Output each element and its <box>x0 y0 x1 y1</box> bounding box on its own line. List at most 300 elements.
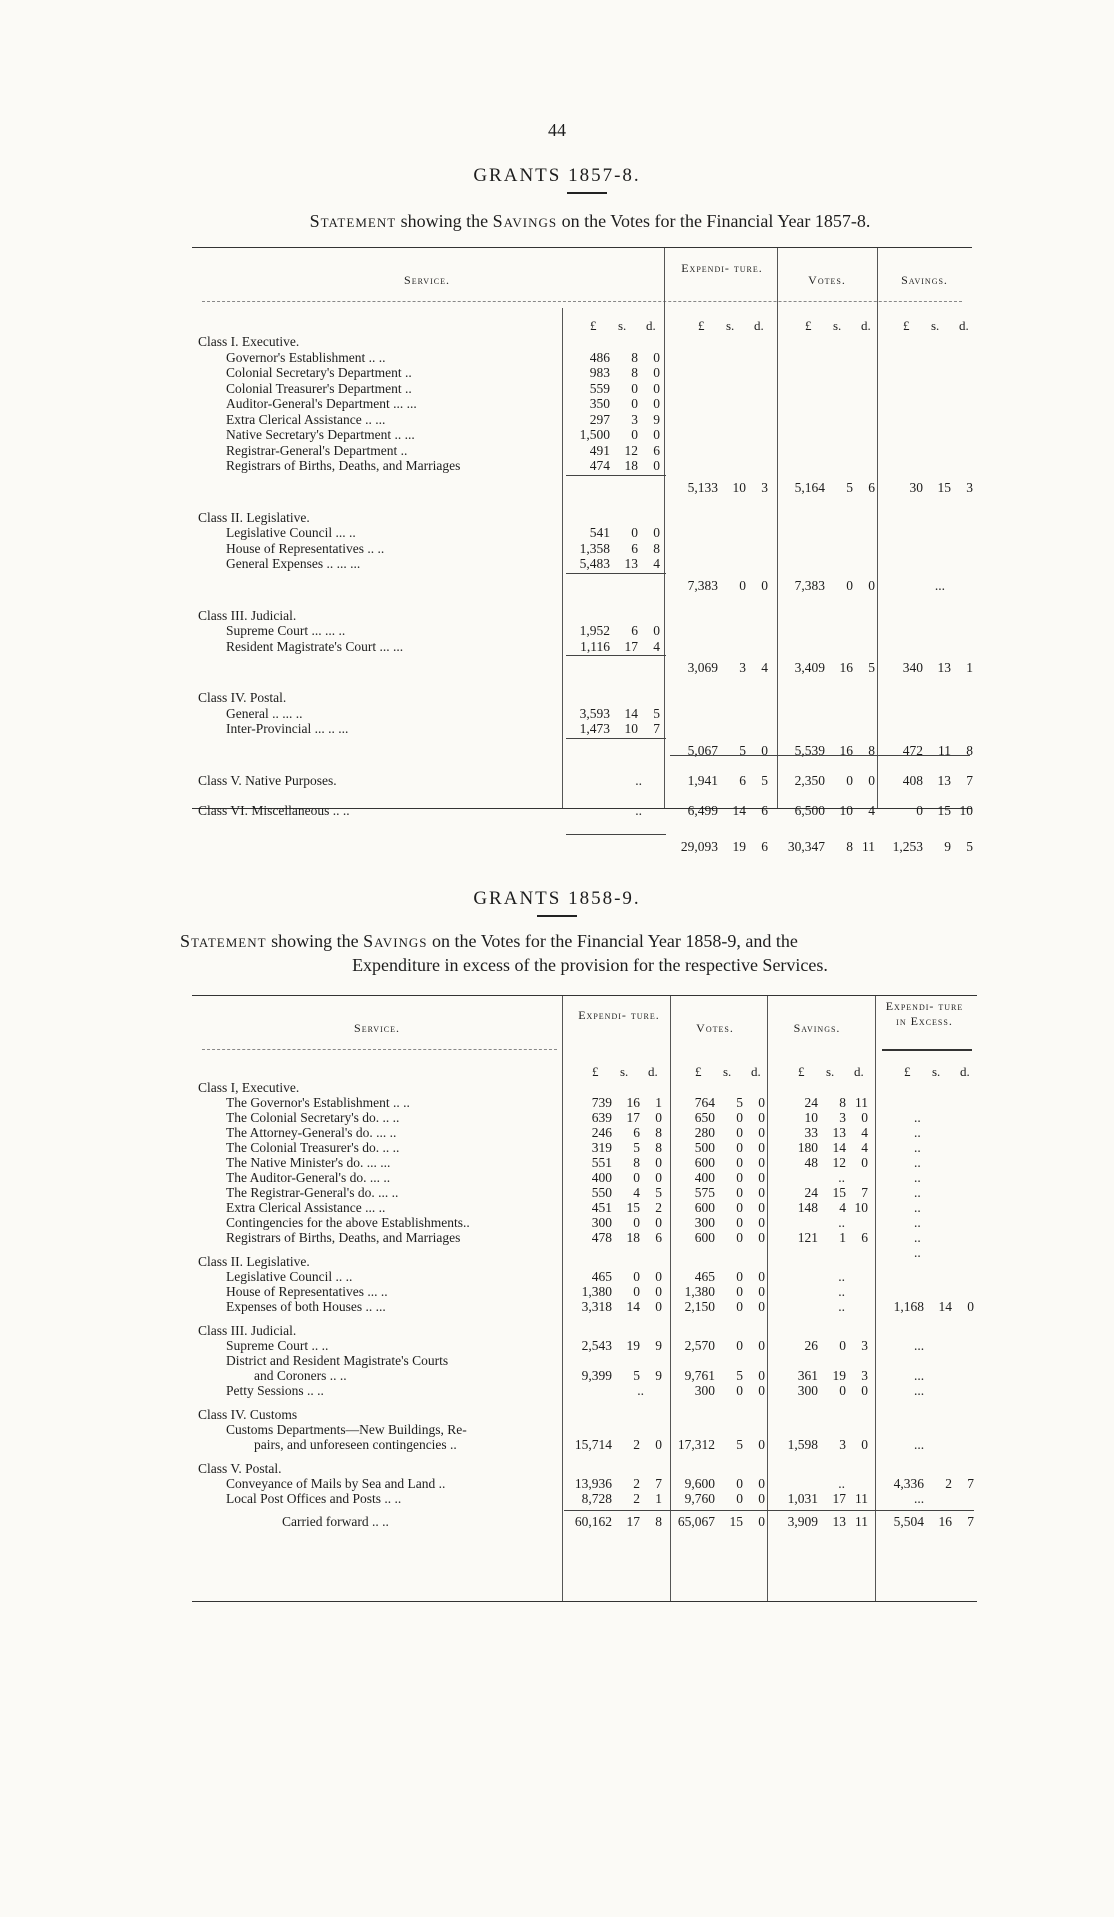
votes-pounds: 575 <box>694 1185 715 1200</box>
savings-pounds: 24 <box>804 1095 818 1110</box>
votes-pence: 11 <box>862 838 875 854</box>
grand-total-rule <box>670 755 970 756</box>
votes-pounds: 2,350 <box>794 772 825 788</box>
votes-pounds: 30,347 <box>787 838 825 854</box>
title-rule <box>537 915 577 917</box>
votes-pence: 0 <box>758 1200 765 1215</box>
savings-pence: 1 <box>966 660 973 675</box>
sub-amount-shillings: 18 <box>624 458 638 473</box>
service-item-label: Supreme Court ... ... .. <box>226 623 346 638</box>
expenditure-pence: 0 <box>655 1155 662 1170</box>
subtitle-savings: Savings <box>363 931 428 951</box>
sub-amount-shillings: 17 <box>624 638 638 654</box>
expenditure-shillings: 0 <box>633 1284 640 1299</box>
expenditure-pence: 0 <box>655 1284 662 1299</box>
expenditure-pence: 9 <box>655 1338 662 1353</box>
unit-pound: £ <box>695 1064 702 1079</box>
savings-placeholder: .. <box>838 1476 845 1491</box>
expenditure-shillings: 17 <box>626 1514 640 1529</box>
expenditure-shillings: 5 <box>633 1140 640 1155</box>
expenditure-pence: 3 <box>761 479 768 495</box>
expenditure-pence: 8 <box>655 1514 662 1529</box>
savings-pounds: 121 <box>797 1230 818 1245</box>
votes-pence: 0 <box>758 1437 765 1452</box>
votes-pounds: 280 <box>694 1125 715 1140</box>
header-savings: Savings. <box>901 273 948 287</box>
expenditure-shillings: 19 <box>626 1338 640 1353</box>
votes-pence: 6 <box>868 479 875 495</box>
votes-pence: 0 <box>758 1284 765 1299</box>
expenditure-pounds: 60,162 <box>574 1514 612 1529</box>
votes-pence: 5 <box>868 660 875 675</box>
expenditure-shillings: 8 <box>633 1155 640 1170</box>
expenditure-pence: 6 <box>761 838 768 854</box>
header-dashed-rule <box>202 1049 557 1050</box>
expenditure-pounds: 465 <box>591 1269 612 1284</box>
votes-shillings: 0 <box>736 1338 743 1353</box>
votes-pounds: 17,312 <box>677 1437 715 1452</box>
excess-pence: 7 <box>967 1514 974 1529</box>
expenditure-pence: 0 <box>655 1269 662 1284</box>
savings-pounds: 24 <box>804 1185 818 1200</box>
savings-pence: 10 <box>959 802 973 818</box>
savings-shillings: 1 <box>839 1230 846 1245</box>
grants-1857-title: GRANTS 1857-8. <box>473 165 641 186</box>
sub-amount-pounds: 474 <box>589 458 610 473</box>
savings-pounds: 0 <box>916 802 923 818</box>
excess-placeholder: .. <box>914 1185 921 1200</box>
votes-shillings: 0 <box>736 1200 743 1215</box>
sub-amount-shillings: 8 <box>631 365 638 380</box>
votes-pence: 0 <box>758 1299 765 1314</box>
votes-pounds: 9,761 <box>684 1368 715 1383</box>
service-item-label: Conveyance of Mails by Sea and Land .. <box>226 1476 446 1491</box>
votes-pounds: 5,539 <box>794 742 825 758</box>
service-item-label: Registrar-General's Department .. <box>226 442 408 458</box>
expenditure-pounds: 9,399 <box>581 1368 612 1383</box>
excess-pounds: 4,336 <box>893 1476 924 1491</box>
service-item-label: Extra Clerical Assistance .. ... <box>226 411 386 427</box>
expenditure-pence: 2 <box>655 1200 662 1215</box>
excess-placeholder: ... <box>914 1437 925 1452</box>
votes-shillings: 5 <box>736 1095 743 1110</box>
votes-pounds: 465 <box>694 1269 715 1284</box>
unit-shilling: s. <box>723 1064 732 1079</box>
votes-pence: 0 <box>758 1269 765 1284</box>
votes-shillings: 0 <box>736 1185 743 1200</box>
savings-pounds: 300 <box>797 1383 818 1398</box>
savings-shillings: 13 <box>832 1514 846 1529</box>
savings-pence: 10 <box>854 1200 868 1215</box>
votes-pounds: 300 <box>694 1383 715 1398</box>
unit-pound: £ <box>805 318 812 333</box>
sub-amount-pence: 8 <box>653 540 660 556</box>
savings-pounds: 30 <box>909 479 923 495</box>
votes-shillings: 8 <box>846 838 853 854</box>
excess-placeholder: .. <box>914 1230 921 1245</box>
sub-amount-shillings: 8 <box>631 349 638 365</box>
subtotal-rule <box>566 834 666 835</box>
excess-placeholder: ... <box>914 1368 925 1383</box>
expenditure-pence: 1 <box>655 1491 662 1506</box>
service-item-label: Legislative Council .. .. <box>226 1269 353 1284</box>
unit-pound: £ <box>698 318 705 333</box>
page-number: 44 <box>548 120 566 140</box>
savings-pence: 5 <box>966 838 973 854</box>
sub-amount-shillings: 6 <box>631 540 638 556</box>
expenditure-pounds: 15,714 <box>574 1437 612 1452</box>
votes-pounds: 5,164 <box>794 479 825 495</box>
votes-pounds: 7,383 <box>794 577 825 593</box>
class-heading: Class IV. Postal. <box>198 690 287 705</box>
votes-shillings: 0 <box>736 1125 743 1140</box>
service-item-label: House of Representatives .. .. <box>226 540 385 556</box>
excess-pounds: 1,168 <box>893 1299 924 1314</box>
savings-pence: 11 <box>855 1095 868 1110</box>
sub-amount-shillings: 12 <box>624 442 638 458</box>
votes-shillings: 0 <box>736 1299 743 1314</box>
header-service: Service. <box>404 273 450 287</box>
sub-amount-pounds: 3,593 <box>579 705 610 721</box>
sub-amount-pounds: 350 <box>589 396 610 411</box>
sub-amount-pence: 0 <box>653 458 660 473</box>
sub-amount-pence: 0 <box>653 396 660 411</box>
savings-pounds: 340 <box>902 660 923 675</box>
service-item-label: The Registrar-General's do. ... .. <box>226 1185 399 1200</box>
unit-pence: d. <box>861 318 871 333</box>
votes-shillings: 5 <box>736 1368 743 1383</box>
votes-pounds: 9,760 <box>684 1491 715 1506</box>
sub-amount-pence: 7 <box>653 721 660 736</box>
savings-shillings: 12 <box>832 1155 846 1170</box>
votes-pence: 0 <box>758 1230 765 1245</box>
service-item-label: Colonial Treasurer's Department .. <box>226 380 412 396</box>
grants-1858-title: GRANTS 1858-9. <box>473 888 641 909</box>
expenditure-shillings: 10 <box>732 479 746 495</box>
expenditure-shillings: 14 <box>732 802 746 818</box>
class-heading: Class I. Executive. <box>198 334 300 349</box>
unit-pence: d. <box>959 318 969 333</box>
service-item-label: Customs Departments—New Buildings, Re- <box>226 1422 467 1437</box>
subtitle-savings: Savings <box>492 211 558 231</box>
subtitle-rest: on the Votes for the Financial Year 1857-8. <box>561 211 871 231</box>
subtitle-rest: on the Votes for the Financial Year 1858-9, and the <box>432 931 798 951</box>
expenditure-pounds: 1,941 <box>687 772 718 788</box>
service-item-label: Legislative Council ... .. <box>226 525 356 540</box>
savings-pounds: 1,253 <box>892 838 923 854</box>
col-divider <box>664 248 665 808</box>
header-excess: Expendi- ture in Excess. <box>885 999 964 1028</box>
grants-1857-subtitle <box>180 210 1000 233</box>
votes-pence: 0 <box>758 1476 765 1491</box>
excess-placeholder: .. <box>914 1245 921 1260</box>
service-item-label: The Native Minister's do. ... ... <box>226 1155 391 1170</box>
excess-pounds: 5,504 <box>893 1514 924 1529</box>
votes-shillings: 0 <box>736 1491 743 1506</box>
expenditure-pounds: 550 <box>591 1185 612 1200</box>
sub-amount-pounds: 5,483 <box>579 556 610 571</box>
expenditure-pence: 7 <box>655 1476 662 1491</box>
unit-shilling: s. <box>932 1064 941 1079</box>
votes-pence: 0 <box>758 1383 765 1398</box>
savings-placeholder: .. <box>838 1284 845 1299</box>
excess-shillings: 16 <box>938 1514 952 1529</box>
savings-placeholder: ... <box>934 577 945 593</box>
sub-amount-pence: 0 <box>653 427 660 442</box>
sub-amount-pence: 0 <box>653 365 660 380</box>
savings-pounds: 26 <box>804 1338 818 1353</box>
savings-pounds: 180 <box>797 1140 818 1155</box>
sub-amount-pence: 0 <box>653 380 660 396</box>
expenditure-shillings: 0 <box>739 577 746 593</box>
service-item-label: The Colonial Secretary's do. .. .. <box>226 1110 400 1125</box>
sub-amount-pounds: 1,952 <box>579 623 610 638</box>
col-divider <box>777 248 778 808</box>
col-divider <box>562 996 563 1601</box>
excess-placeholder: .. <box>914 1110 921 1125</box>
savings-shillings: 11 <box>938 742 951 758</box>
subtotal-rule <box>566 475 666 476</box>
excess-shillings: 14 <box>938 1299 952 1314</box>
class-heading: Class III. Judicial. <box>198 607 297 623</box>
service-item-label: Expenses of both Houses .. ... <box>226 1299 386 1314</box>
class-heading: Class VI. Miscellaneous .. .. <box>198 802 350 818</box>
expenditure-shillings: 19 <box>732 838 746 854</box>
expenditure-pounds: 2,543 <box>581 1338 612 1353</box>
votes-pence: 0 <box>758 1140 765 1155</box>
votes-shillings: 10 <box>839 802 853 818</box>
expenditure-pence: 1 <box>655 1095 662 1110</box>
expenditure-pounds: 478 <box>591 1230 612 1245</box>
expenditure-shillings: 3 <box>739 660 746 675</box>
votes-shillings: 0 <box>736 1155 743 1170</box>
sub-amount-pounds: 1,500 <box>579 427 610 442</box>
class-heading: Class I, Executive. <box>198 1080 300 1095</box>
votes-pence: 0 <box>758 1215 765 1230</box>
header-service: Service. <box>354 1021 400 1035</box>
savings-pence: 0 <box>861 1383 868 1398</box>
expenditure-shillings: 2 <box>633 1476 640 1491</box>
votes-pence: 0 <box>758 1185 765 1200</box>
expenditure-pence: 9 <box>655 1368 662 1383</box>
votes-shillings: 0 <box>736 1140 743 1155</box>
service-item-label: General Expenses .. ... ... <box>226 556 361 571</box>
votes-pence: 0 <box>868 772 875 788</box>
votes-shillings: 16 <box>839 742 853 758</box>
savings-pounds: 10 <box>804 1110 818 1125</box>
expenditure-pence: 0 <box>655 1170 662 1185</box>
expenditure-shillings: 0 <box>633 1170 640 1185</box>
service-item-label: General .. ... .. <box>226 705 303 721</box>
savings-pounds: 361 <box>797 1368 818 1383</box>
votes-shillings: 0 <box>736 1383 743 1398</box>
expenditure-pounds: 5,133 <box>687 479 718 495</box>
service-item-label: The Auditor-General's do. ... .. <box>226 1170 391 1185</box>
sub-amount-pounds: 541 <box>589 525 610 540</box>
savings-pence: 7 <box>966 772 973 788</box>
votes-shillings: 0 <box>736 1215 743 1230</box>
unit-shilling: s. <box>618 318 627 333</box>
expenditure-shillings: 17 <box>626 1110 640 1125</box>
excess-placeholder: .. <box>914 1170 921 1185</box>
votes-pence: 0 <box>758 1514 765 1529</box>
expenditure-pounds: 6,499 <box>687 802 718 818</box>
expenditure-pence: 8 <box>655 1140 662 1155</box>
expenditure-pounds: 451 <box>591 1200 612 1215</box>
votes-pence: 8 <box>868 742 875 758</box>
votes-pounds: 3,409 <box>794 660 825 675</box>
excess-placeholder: .. <box>914 1125 921 1140</box>
votes-pounds: 400 <box>694 1170 715 1185</box>
header-savings: Savings. <box>793 1021 841 1035</box>
votes-pounds: 600 <box>694 1230 715 1245</box>
col-divider <box>877 248 878 808</box>
sub-amount-pence: 4 <box>653 556 660 571</box>
service-item-label: Auditor-General's Department ... ... <box>226 396 417 411</box>
unit-shilling: s. <box>620 1064 629 1079</box>
votes-shillings: 0 <box>736 1110 743 1125</box>
expenditure-pounds: 7,383 <box>687 577 718 593</box>
expenditure-pence: 6 <box>655 1230 662 1245</box>
savings-pence: 6 <box>861 1230 868 1245</box>
unit-shilling: s. <box>931 318 940 333</box>
expenditure-pounds: 246 <box>591 1125 612 1140</box>
excess-placeholder: .. <box>914 1155 921 1170</box>
grants-1857-table <box>192 247 973 854</box>
excess-placeholder: .. <box>914 1200 921 1215</box>
expenditure-shillings: 14 <box>626 1299 640 1314</box>
votes-pounds: 600 <box>694 1200 715 1215</box>
sub-amount-shillings: 13 <box>624 556 638 571</box>
sub-amount-shillings: 6 <box>631 623 638 638</box>
savings-placeholder: .. <box>838 1170 845 1185</box>
savings-shillings: 9 <box>944 838 951 854</box>
service-item-label: The Colonial Treasurer's do. .. .. <box>226 1140 400 1155</box>
votes-pence: 0 <box>758 1170 765 1185</box>
votes-pence: 0 <box>758 1338 765 1353</box>
expenditure-shillings: 6 <box>739 772 746 788</box>
sub-amount-pence: 0 <box>653 623 660 638</box>
sub-amount-pounds: 1,358 <box>579 540 610 556</box>
sub-amount-shillings: 0 <box>631 396 638 411</box>
excess-placeholder: ... <box>914 1383 925 1398</box>
expenditure-pence: 6 <box>761 802 768 818</box>
service-item-label: pairs, and unforeseen contingencies .. <box>254 1437 457 1452</box>
service-item-label: Native Secretary's Department .. ... <box>226 427 415 442</box>
votes-shillings: 0 <box>736 1230 743 1245</box>
expenditure-shillings: 2 <box>633 1491 640 1506</box>
votes-pounds: 6,500 <box>794 802 825 818</box>
savings-pounds: 408 <box>902 772 923 788</box>
unit-pence: d. <box>854 1064 864 1079</box>
expenditure-shillings: 15 <box>626 1200 640 1215</box>
header-expenditure: Expendi- ture. <box>681 261 763 275</box>
expenditure-pence: 5 <box>761 772 768 788</box>
sub-amount-pounds: 1,473 <box>579 721 610 736</box>
votes-shillings: 0 <box>736 1284 743 1299</box>
expenditure-pence: 4 <box>761 660 768 675</box>
savings-pence: 8 <box>966 742 973 758</box>
service-item-label: Resident Magistrate's Court ... ... <box>226 638 404 654</box>
excess-header-rule <box>882 1049 972 1051</box>
savings-shillings: 13 <box>937 772 951 788</box>
expenditure-pounds: 8,728 <box>581 1491 612 1506</box>
savings-pounds: 3,909 <box>787 1514 818 1529</box>
votes-shillings: 16 <box>839 660 853 675</box>
excess-placeholder: .. <box>914 1140 921 1155</box>
service-item-label: Registrars of Births, Deaths, and Marriages <box>226 1230 461 1245</box>
sub-amount-shillings: 0 <box>631 427 638 442</box>
service-item-label: Carried forward .. .. <box>282 1514 389 1529</box>
expenditure-pounds: 319 <box>591 1140 612 1155</box>
savings-pence: 11 <box>855 1514 868 1529</box>
savings-pence: 3 <box>861 1368 868 1383</box>
votes-pounds: 300 <box>694 1215 715 1230</box>
sub-placeholder: .. <box>635 802 642 818</box>
unit-shilling: s. <box>826 1064 835 1079</box>
unit-shilling: s. <box>726 318 735 333</box>
sub-amount-shillings: 3 <box>631 411 638 427</box>
savings-pence: 7 <box>861 1185 868 1200</box>
expenditure-pounds: 400 <box>591 1170 612 1185</box>
expenditure-pounds: 5,067 <box>687 742 718 758</box>
service-item-label: Supreme Court .. .. <box>226 1338 329 1353</box>
sub-amount-pounds: 486 <box>589 349 610 365</box>
savings-pounds: 148 <box>797 1200 818 1215</box>
sub-amount-pounds: 297 <box>589 411 610 427</box>
expenditure-pence: 8 <box>655 1125 662 1140</box>
votes-shillings: 15 <box>729 1514 743 1529</box>
votes-shillings: 0 <box>736 1170 743 1185</box>
savings-shillings: 3 <box>839 1110 846 1125</box>
unit-pence: d. <box>960 1064 970 1079</box>
savings-pence: 4 <box>861 1125 868 1140</box>
service-item-label: Petty Sessions .. .. <box>226 1383 324 1398</box>
savings-pence: 11 <box>855 1491 868 1506</box>
service-item-label: Colonial Secretary's Department .. <box>226 365 412 380</box>
votes-pounds: 65,067 <box>677 1514 715 1529</box>
sub-amount-shillings: 0 <box>631 525 638 540</box>
savings-shillings: 4 <box>839 1200 846 1215</box>
savings-shillings: 8 <box>839 1095 846 1110</box>
expenditure-pence: 0 <box>761 742 768 758</box>
grants-1858-subtitle <box>180 930 1000 953</box>
savings-pounds: 1,598 <box>787 1437 818 1452</box>
savings-pence: 3 <box>966 479 973 495</box>
class-heading: Class III. Judicial. <box>198 1323 297 1338</box>
votes-pounds: 2,570 <box>684 1338 715 1353</box>
sub-amount-pence: 9 <box>653 411 660 427</box>
excess-pence: 7 <box>967 1476 974 1491</box>
expenditure-shillings: 2 <box>633 1437 640 1452</box>
savings-pence: 0 <box>861 1155 868 1170</box>
unit-pound: £ <box>904 1064 911 1079</box>
savings-shillings: 17 <box>832 1491 846 1506</box>
votes-shillings: 0 <box>846 772 853 788</box>
expenditure-pounds: 551 <box>591 1155 612 1170</box>
savings-shillings: 15 <box>832 1185 846 1200</box>
carried-forward-rule <box>564 1510 974 1511</box>
service-item-label: House of Representatives ... .. <box>226 1284 388 1299</box>
expenditure-pounds: 639 <box>591 1110 612 1125</box>
grants-1858-subtitle-line2: Expenditure in excess of the provision for the respective Services. <box>352 955 828 975</box>
sub-amount-pounds: 559 <box>589 380 610 396</box>
subtotal-rule <box>566 573 666 574</box>
subtotal-rule <box>566 738 666 739</box>
unit-pound: £ <box>590 318 597 333</box>
expenditure-pounds: 29,093 <box>680 838 718 854</box>
votes-shillings: 5 <box>736 1437 743 1452</box>
